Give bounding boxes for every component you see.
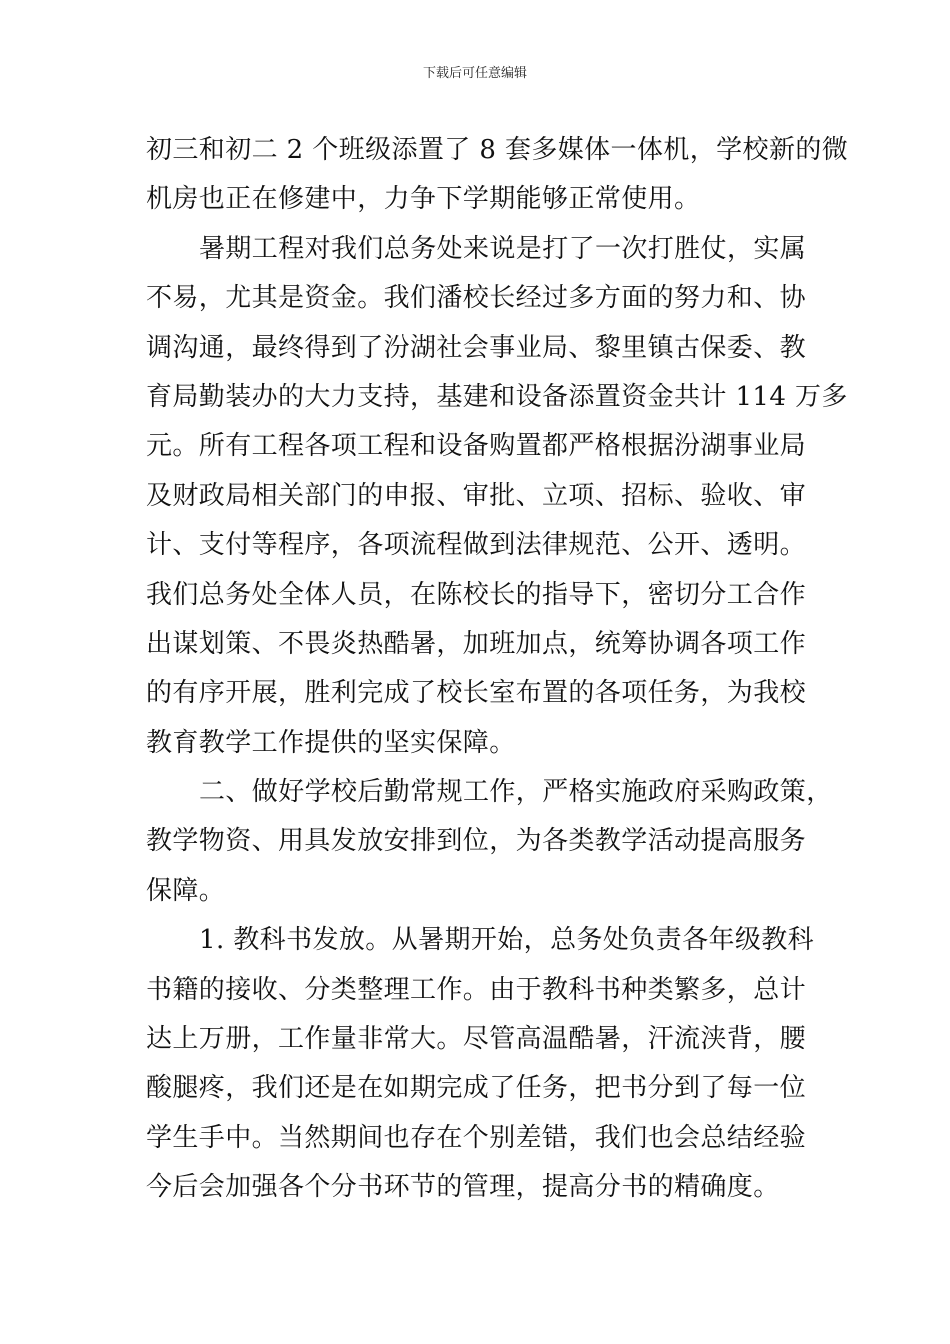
text-line: 1. 教科书发放。从暑期开始，总务处负责各年级教科 xyxy=(199,925,815,956)
text-line: 的有序开展，胜利完成了校长室布置的各项任务，为我校 xyxy=(146,678,807,709)
document-body xyxy=(146,126,849,1213)
text-line: 教育教学工作提供的坚实保障。 xyxy=(146,727,516,758)
page-header-note: 下载后可任意编辑 xyxy=(422,66,527,81)
text-line: 及财政局相关部门的申报、审批、立项、招标、验收、审 xyxy=(146,480,807,511)
text-line: 暑期工程对我们总务处来说是打了一次打胜仗，实属 xyxy=(199,233,807,264)
text-line: 育局勤装办的大力支持，基建和设备添置资金共计 114 万多 xyxy=(146,381,848,412)
text-line: 书籍的接收、分类整理工作。由于教科书种类繁多，总计 xyxy=(146,974,807,1005)
text-line: 不易，尤其是资金。我们潘校长经过多方面的努力和、协 xyxy=(146,283,807,314)
text-line: 保障。 xyxy=(146,875,226,906)
paragraph-2 xyxy=(146,225,848,768)
text-line: 机房也正在修建中，力争下学期能够正常使用。 xyxy=(146,184,701,215)
text-line: 元。所有工程各项工程和设备购置都严格根据汾湖事业局 xyxy=(146,431,807,462)
text-line: 计、支付等程序，各项流程做到法律规范、公开、透明。 xyxy=(146,530,807,561)
text-line: 达上万册，工作量非常大。尽管高温酷暑，汗流浃背，腰 xyxy=(146,1024,807,1055)
text-line: 二、做好学校后勤常规工作，严格实施政府采购政策， xyxy=(199,777,833,808)
text-line: 初三和初二 2 个班级添置了 8 套多媒体一体机，学校新的微 xyxy=(146,135,849,165)
text-line: 我们总务处全体人员，在陈校长的指导下，密切分工合作 xyxy=(146,579,807,610)
text-line: 调沟通，最终得到了汾湖社会事业局、黎里镇古保委、教 xyxy=(146,332,807,363)
text-line: 酸腿疼，我们还是在如期完成了任务，把书分到了每一位 xyxy=(146,1073,807,1104)
paragraph-4 xyxy=(146,916,821,1212)
text-line: 学生手中。当然期间也存在个别差错，我们也会总结经验 xyxy=(146,1122,807,1153)
paragraph-3 xyxy=(146,768,833,916)
paragraph-1 xyxy=(146,126,849,225)
text-line: 教学物资、用具发放安排到位，为各类教学活动提高服务 xyxy=(146,826,807,857)
text-line: 今后会加强各个分书环节的管理，提高分书的精确度。 xyxy=(146,1172,780,1203)
text-line: 出谋划策、不畏炎热酷暑，加班加点，统筹协调各项工作 xyxy=(146,628,807,659)
